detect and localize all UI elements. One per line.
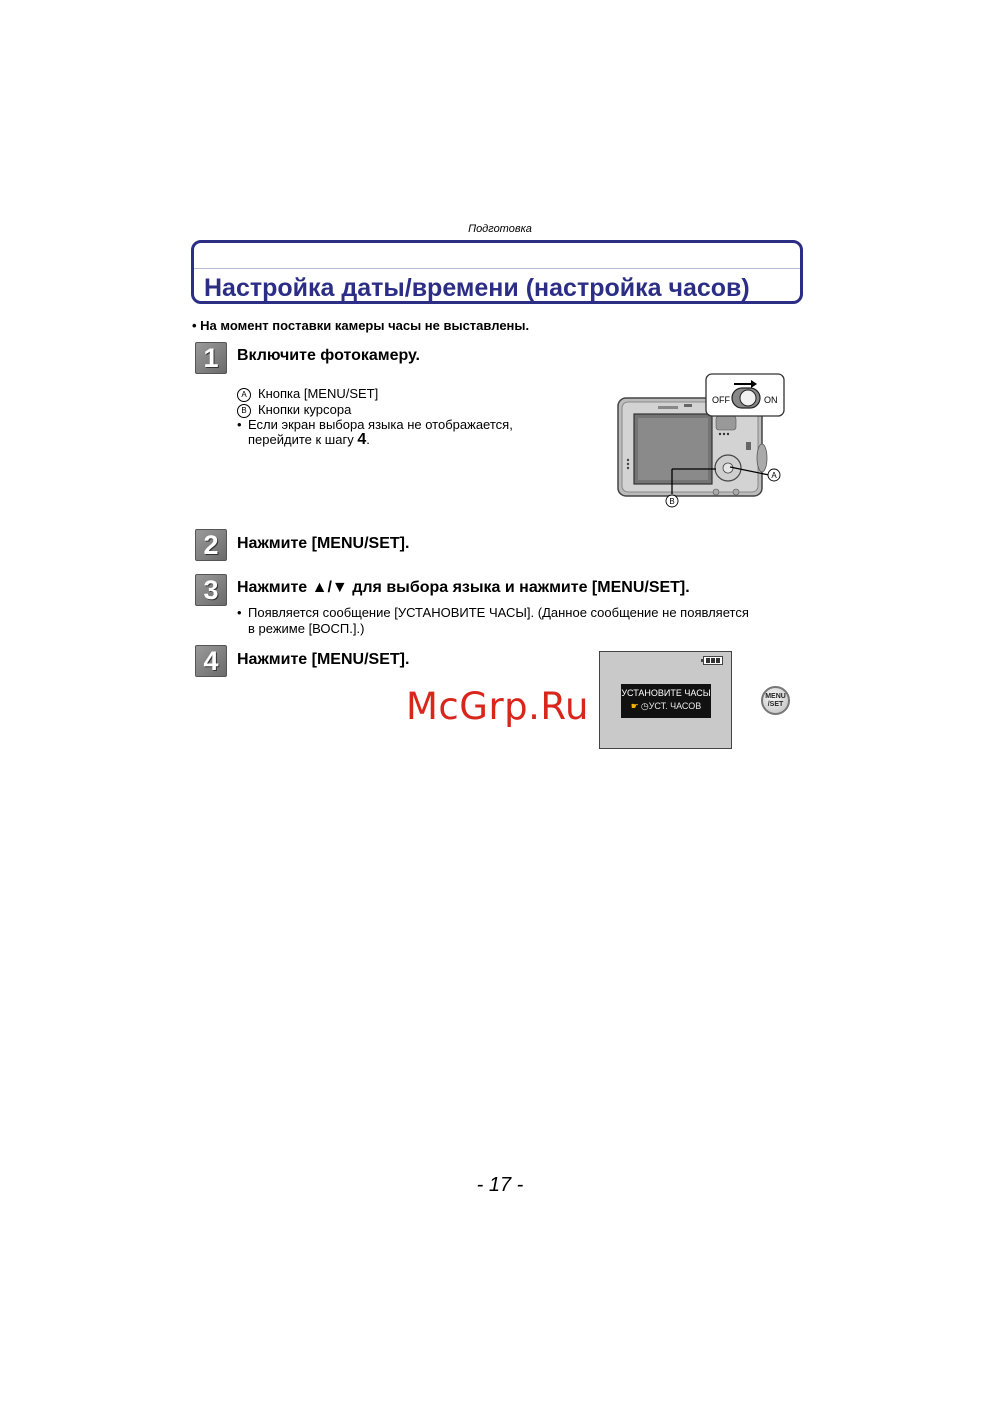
marker-a-label: A [771,471,777,480]
section-label: Подготовка [468,223,532,235]
on-label: ON [764,395,778,405]
lcd-line-1: УСТАНОВИТЕ ЧАСЫ [621,688,711,698]
camera-illustration [612,372,788,512]
step-1-bullet-cont: перейдите к шагу 4. [248,431,370,448]
step-1-text: Включите фотокамеру. [237,347,420,364]
step-2-badge: 2 [195,529,227,561]
lcd-message [621,684,711,718]
hand-icon: ☛ [630,701,639,711]
clock-icon: ◷ [640,701,649,711]
marker-b-label: B [669,497,675,506]
step-1-item-a: A Кнопка [MENU/SET] [237,386,378,402]
intro-note: • На момент поставки камеры часы не выставлены. [192,318,530,333]
off-label: OFF [712,395,730,405]
step-4-badge: 4 [195,645,227,677]
step-2-text: Нажмите [MENU/SET]. [237,535,410,552]
battery-icon [703,656,723,665]
title-divider [194,268,800,269]
step-1-bullet: • Если экран выбора языка не отображается, [237,417,513,432]
step-1-badge: 1 [195,342,227,374]
menu-set-center [723,463,733,473]
step-4-text: Нажмите [MENU/SET]. [237,651,410,668]
marker-b-icon: B [237,404,251,418]
step-1-item-b: B Кнопки курсора [237,402,351,418]
menu-set-button-icon: MENU /SET [761,686,790,715]
step-3-text: Нажмите ▲/▼ для выбора языка и нажмите [MENU/SET]. [237,579,690,596]
page-number: - 17 - [476,1174,524,1196]
step-3-bullet-cont: в режиме [ВОСП.].) [248,621,365,636]
watermark: McGrp.Ru [406,685,589,728]
step-3-bullet: • Появляется сообщение [УСТАНОВИТЕ ЧАСЫ]. (Данное сообщение не появляется [237,605,749,620]
camera-dial [757,444,767,472]
page-title: Настройка даты/времени (настройка часов) [204,274,750,302]
marker-a-icon: A [237,388,251,402]
step-3-badge: 3 [195,574,227,606]
lcd-line-2: ☛ ◷УСТ. ЧАСОВ [630,701,702,711]
